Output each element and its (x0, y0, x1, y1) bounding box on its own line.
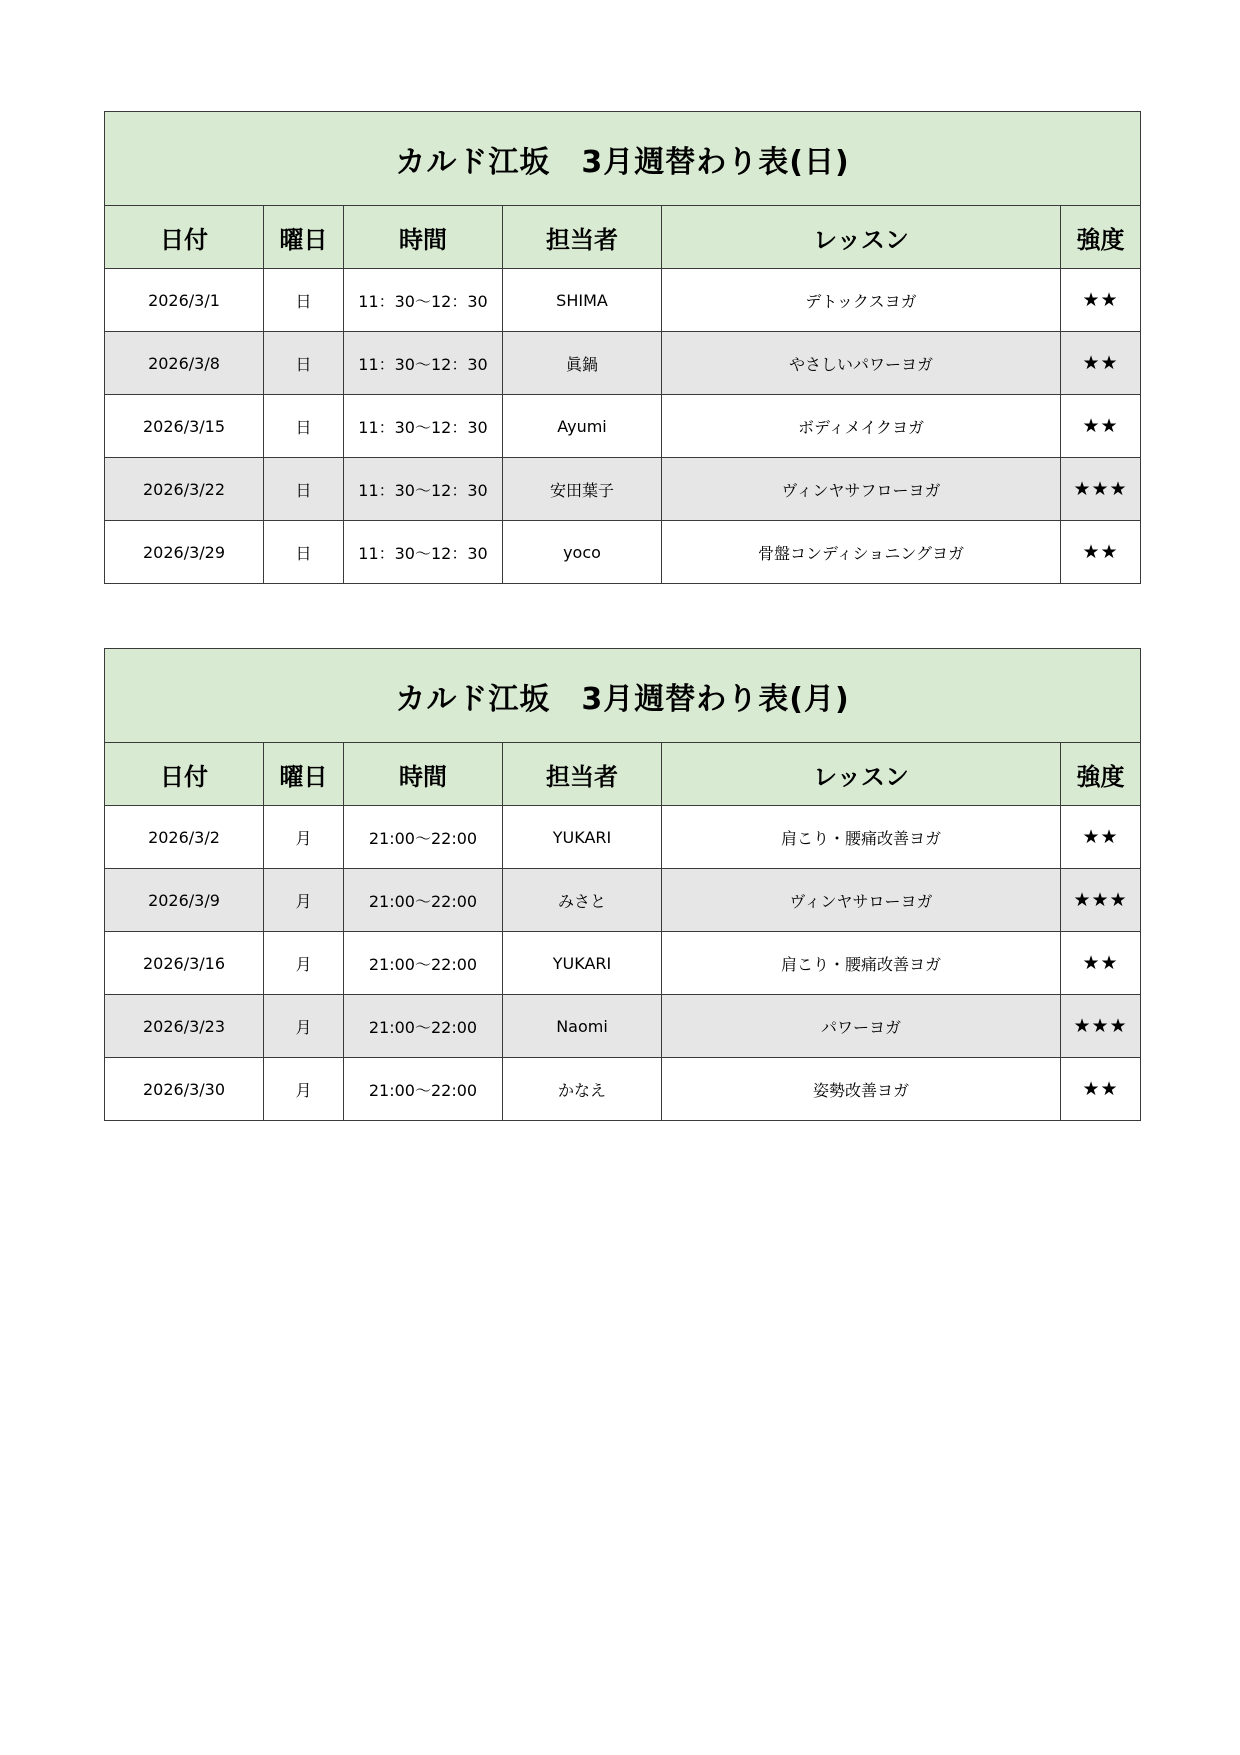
column-header-time: 時間 (344, 206, 503, 269)
date-cell: 2026/3/2 (105, 806, 264, 869)
date-cell: 2026/3/30 (105, 1058, 264, 1121)
intensity-stars: ★★★ (1061, 869, 1141, 932)
intensity-stars: ★★ (1061, 932, 1141, 995)
time-cell: 21:00～22:00 (344, 995, 503, 1058)
time-cell: 11：30～12：30 (344, 395, 503, 458)
column-header-intensity: 強度 (1061, 743, 1141, 806)
column-header-intensity: 強度 (1061, 206, 1141, 269)
column-header-instructor: 担当者 (503, 206, 662, 269)
lesson-cell: 骨盤コンディショニングヨガ (662, 521, 1061, 584)
time-cell: 21:00～22:00 (344, 806, 503, 869)
lesson-cell: ヴィンヤサローヨガ (662, 869, 1061, 932)
table-row (105, 932, 1141, 995)
time-cell: 21:00～22:00 (344, 1058, 503, 1121)
column-header-lesson: レッスン (662, 743, 1061, 806)
monday-schedule-table (104, 648, 1141, 1121)
weekday-cell: 月 (264, 869, 344, 932)
table-row (105, 395, 1141, 458)
date-cell: 2026/3/23 (105, 995, 264, 1058)
date-cell: 2026/3/15 (105, 395, 264, 458)
column-header-date: 日付 (105, 743, 264, 806)
intensity-stars: ★★★ (1061, 995, 1141, 1058)
table-row (105, 269, 1141, 332)
column-header-instructor: 担当者 (503, 743, 662, 806)
table-header-row (105, 206, 1141, 269)
instructor-cell: YUKARI (503, 806, 662, 869)
table-row (105, 458, 1141, 521)
instructor-cell: SHIMA (503, 269, 662, 332)
intensity-stars: ★★ (1061, 806, 1141, 869)
time-cell: 21:00～22:00 (344, 932, 503, 995)
lesson-cell: 肩こり・腰痛改善ヨガ (662, 806, 1061, 869)
weekday-cell: 日 (264, 521, 344, 584)
date-cell: 2026/3/29 (105, 521, 264, 584)
instructor-cell: 安田葉子 (503, 458, 662, 521)
weekday-cell: 日 (264, 395, 344, 458)
instructor-cell: Naomi (503, 995, 662, 1058)
table-title-row (105, 112, 1141, 206)
column-header-date: 日付 (105, 206, 264, 269)
sunday-schedule-table (104, 111, 1141, 584)
time-cell: 11：30～12：30 (344, 458, 503, 521)
date-cell: 2026/3/16 (105, 932, 264, 995)
instructor-cell: みさと (503, 869, 662, 932)
table-title-row (105, 649, 1141, 743)
weekday-cell: 月 (264, 995, 344, 1058)
time-cell: 21:00～22:00 (344, 869, 503, 932)
table-row (105, 332, 1141, 395)
intensity-stars: ★★ (1061, 395, 1141, 458)
instructor-cell: yoco (503, 521, 662, 584)
intensity-stars: ★★ (1061, 332, 1141, 395)
column-header-lesson: レッスン (662, 206, 1061, 269)
instructor-cell: YUKARI (503, 932, 662, 995)
weekday-cell: 日 (264, 332, 344, 395)
table-row (105, 521, 1141, 584)
lesson-cell: 肩こり・腰痛改善ヨガ (662, 932, 1061, 995)
table-title: カルド江坂 3月週替わり表(日) (105, 112, 1141, 206)
weekday-cell: 日 (264, 269, 344, 332)
table-row (105, 1058, 1141, 1121)
intensity-stars: ★★ (1061, 1058, 1141, 1121)
table-header-row (105, 743, 1141, 806)
intensity-stars: ★★ (1061, 521, 1141, 584)
lesson-cell: ボディメイクヨガ (662, 395, 1061, 458)
date-cell: 2026/3/22 (105, 458, 264, 521)
table-row (105, 869, 1141, 932)
time-cell: 11：30～12：30 (344, 269, 503, 332)
instructor-cell: Ayumi (503, 395, 662, 458)
time-cell: 11：30～12：30 (344, 332, 503, 395)
table-row (105, 806, 1141, 869)
column-header-weekday: 曜日 (264, 743, 344, 806)
lesson-cell: 姿勢改善ヨガ (662, 1058, 1061, 1121)
table-title: カルド江坂 3月週替わり表(月) (105, 649, 1141, 743)
date-cell: 2026/3/8 (105, 332, 264, 395)
date-cell: 2026/3/1 (105, 269, 264, 332)
lesson-cell: デトックスヨガ (662, 269, 1061, 332)
column-header-time: 時間 (344, 743, 503, 806)
intensity-stars: ★★ (1061, 269, 1141, 332)
date-cell: 2026/3/9 (105, 869, 264, 932)
instructor-cell: 眞鍋 (503, 332, 662, 395)
lesson-cell: ヴィンヤサフローヨガ (662, 458, 1061, 521)
weekday-cell: 月 (264, 806, 344, 869)
weekday-cell: 日 (264, 458, 344, 521)
intensity-stars: ★★★ (1061, 458, 1141, 521)
column-header-weekday: 曜日 (264, 206, 344, 269)
table-row (105, 995, 1141, 1058)
lesson-cell: やさしいパワーヨガ (662, 332, 1061, 395)
weekday-cell: 月 (264, 932, 344, 995)
weekday-cell: 月 (264, 1058, 344, 1121)
lesson-cell: パワーヨガ (662, 995, 1061, 1058)
instructor-cell: かなえ (503, 1058, 662, 1121)
time-cell: 11：30～12：30 (344, 521, 503, 584)
